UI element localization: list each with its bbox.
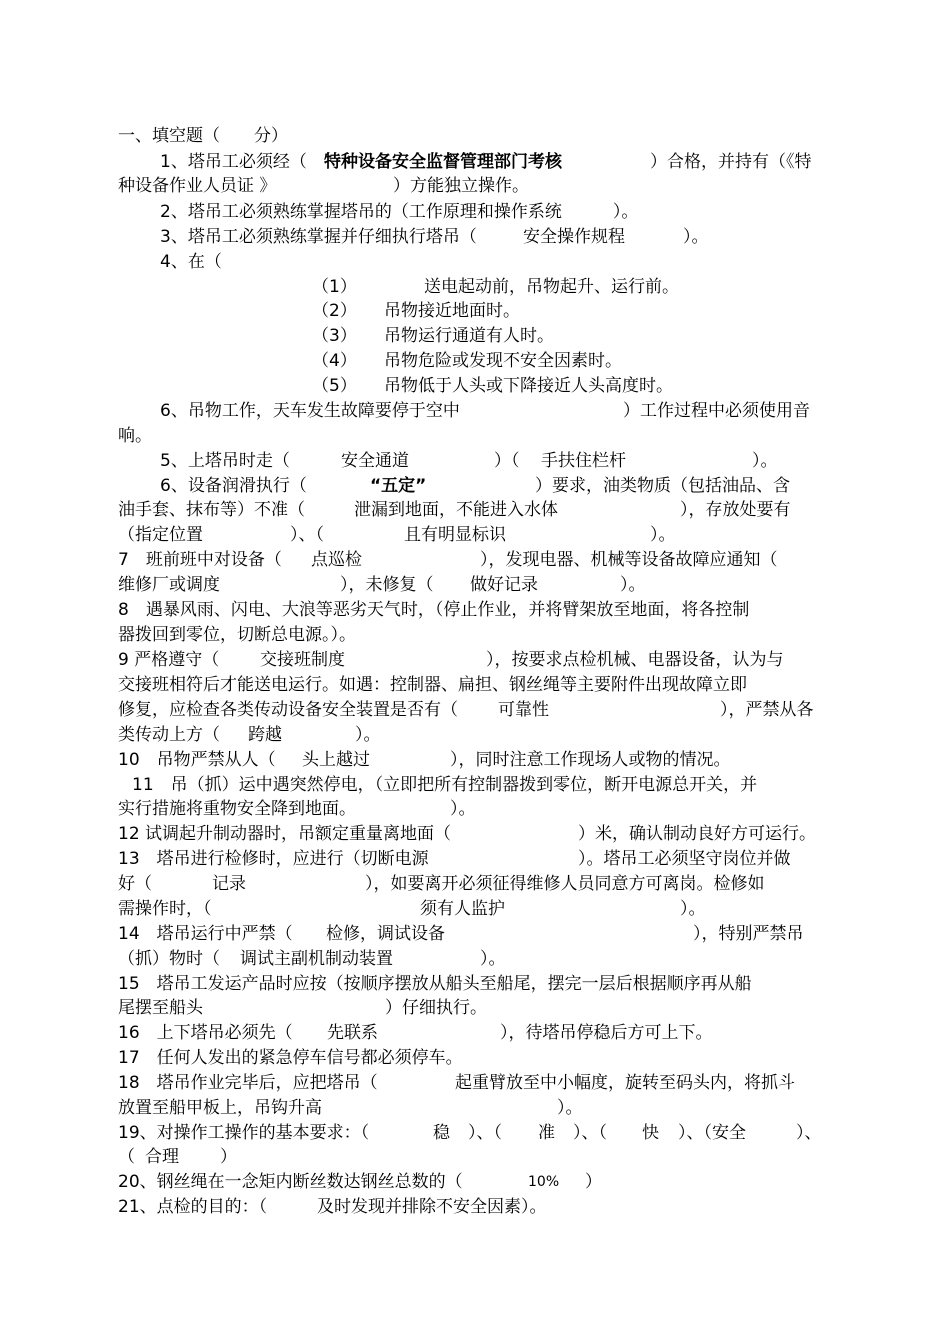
q5-middle: ）（ [494, 451, 520, 471]
q13-line2-suffix: ），如要离开必须征得维修人员同意方可离岗。检修如 [365, 874, 765, 894]
q6b-answer2: 泄漏到地面，不能进入水体 [354, 500, 558, 520]
q6b-prefix: 6、设备润滑执行（ [160, 476, 307, 496]
q4-item-text: 送电起动前，吊物起升、运行前。 [424, 277, 679, 297]
q6a-prefix: 6、吊物工作，天车发生故障要停于空中 [160, 401, 460, 421]
q18-suffix: ）。 [557, 1098, 583, 1118]
q1-line1-prefix: 1、塔吊工必须经（ [160, 152, 307, 172]
q4-prefix: 4、在（ [160, 252, 222, 272]
q9-suffix2: ）。 [355, 725, 381, 745]
q9-line4-prefix: 类传动上方（ [118, 725, 220, 745]
q19-sep4: ）、 [796, 1123, 822, 1143]
q7-prefix: 7 班前班中对设备（ [118, 550, 282, 570]
q8-line1: 8 遇暴风雨、闪电、大浪等恶劣天气时，（停止作业，并将臂架放至地面，将各控制 [118, 600, 750, 620]
q19-line2-open: （ [118, 1147, 135, 1167]
q5-answer2: 手扶住栏杆 [541, 451, 626, 471]
q21-answer: 及时发现并排除不安全因素）。 [317, 1197, 547, 1217]
q14-suffix2: ）。 [480, 949, 506, 969]
q16-answer: 先联系 [327, 1023, 378, 1043]
q4-item-number: （2） [312, 301, 357, 321]
q13-prefix: 13 塔吊进行检修时，应进行（切断电源 [118, 849, 429, 869]
q6b-suffix1: ）要求，油类物质（包括油品、含 [535, 476, 790, 496]
q8-line2: 器拨回到零位，切断总电源。）。 [118, 625, 356, 645]
q19-sep1: ）、（ [468, 1123, 502, 1143]
q12-prefix: 12 试调起升制动器时，吊额定重量离地面（ [118, 824, 452, 844]
q9-line3-suffix: ），严禁从各 [720, 700, 814, 720]
q18-answer2: 放置至船甲板上，吊钩升高 [118, 1098, 322, 1118]
q4-item-number: （3） [312, 326, 357, 346]
q4-item-number: （1） [312, 277, 357, 297]
q5-suffix: ）。 [752, 451, 778, 471]
q13-answer2: 须有人监护 [420, 899, 505, 919]
q9-answer2: 可靠性 [498, 700, 549, 720]
q18-prefix: 18 塔吊作业完毕后，应把塔吊（ [118, 1073, 378, 1093]
q19-answer-fast: 快 [642, 1123, 659, 1143]
q17-text: 17 任何人发出的紧急停车信号都必须停车。 [118, 1048, 463, 1068]
q4-item-text: 吊物低于人头或下降接近人头高度时。 [384, 376, 673, 396]
section-heading: 一、填空题（ 分） [118, 126, 288, 146]
q19-sep3: ）、（安全 [678, 1123, 746, 1143]
q15-answer-end: 尾摆至船头 [118, 998, 203, 1018]
q9-line2: 交接班相符后才能送电运行。如遇：控制器、扁担、钢丝绳等主要附件出现故障立即 [118, 675, 747, 695]
q6b-line2-prefix: 油手套、抹布等）不准（ [118, 500, 305, 520]
q10-prefix: 10 吊物严禁从人（ [118, 750, 276, 770]
q9-prefix: 9 严格遵守（ [118, 650, 220, 670]
q13-answer1: 记录 [212, 874, 246, 894]
q3-prefix: 3、塔吊工必须熟练掌握并仔细执行塔吊（ [160, 227, 477, 247]
q7-suffix: ）。 [620, 575, 646, 595]
q4-item-number: （5） [312, 376, 357, 396]
q11-line2: 实行措施将重物安全降到地面。 [118, 799, 356, 819]
q11-line1: 11 吊（抓）运中遇突然停电，（立即把所有控制器拨到零位，断开电源总开关，并 [132, 775, 758, 795]
q19-answer-stable: 稳 [433, 1123, 450, 1143]
q14-prefix: 14 塔吊运行中严禁（ [118, 924, 293, 944]
q13-suffix2: ）。 [680, 899, 706, 919]
q11-suffix: ）。 [450, 799, 476, 819]
q19-answer-accurate: 准 [538, 1123, 555, 1143]
q13-line3-prefix: 需操作时，（ [118, 899, 212, 919]
q18-answer1: 起重臂放至中小幅度，旋转至码头内，将抓斗 [455, 1073, 795, 1093]
q5-prefix: 5、上塔吊时走（ [160, 451, 290, 471]
q9-answer1: 交接班制度 [260, 650, 345, 670]
q3-suffix: ）。 [683, 227, 709, 247]
q6b-middle: ）、（ [290, 525, 324, 545]
q6b-answer1: “五定” [370, 476, 427, 496]
q19-answer-reasonable: 合理 [145, 1147, 179, 1167]
q20-suffix: ） [585, 1172, 602, 1192]
q3-answer: 安全操作规程 [523, 227, 625, 247]
q9-line3-prefix: 修复，应检查各类传动设备安全装置是否有（ [118, 700, 458, 720]
q6b-answer3: （指定位置 [118, 525, 203, 545]
q14-line2-prefix: （抓）物时（ [118, 949, 220, 969]
q6b-answer4: 且有明显标识 [404, 525, 506, 545]
q13-suffix1: ）。塔吊工必须坚守岗位并做 [578, 849, 791, 869]
q1-line2-suffix: ）方能独立操作。 [393, 176, 529, 196]
q16-suffix: ），待塔吊停稳后方可上下。 [500, 1023, 713, 1043]
q9-answer3: 跨越 [248, 725, 282, 745]
q6a-line2: 响。 [118, 426, 152, 446]
q7-middle2: ），未修复（ [340, 575, 434, 595]
q5-answer1: 安全通道 [341, 451, 409, 471]
q7-middle1: ），发现电器、机械等设备故障应通知（ [480, 550, 778, 570]
q1-line2-answer: 种设备作业人员证 》 [118, 176, 277, 196]
q13-line2-prefix: 好（ [118, 874, 152, 894]
q6b-line2-suffix: ），存放处要有 [680, 500, 791, 520]
q7-answer3: 做好记录 [470, 575, 538, 595]
q15-suffix: ）仔细执行。 [385, 998, 487, 1018]
q19-prefix: 19、对操作工操作的基本要求：（ [118, 1123, 370, 1143]
q10-suffix: ），同时注意工作现场人或物的情况。 [450, 750, 731, 770]
q19-sep2: ）、（ [573, 1123, 607, 1143]
q4-item-text: 吊物接近地面时。 [384, 301, 520, 321]
q4-item-number: （4） [312, 351, 357, 371]
q6b-suffix2: ）。 [650, 525, 676, 545]
q20-prefix: 20、钢丝绳在一念矩内断丝数达钢丝总数的（ [118, 1172, 463, 1192]
q6a-suffix: ）工作过程中必须使用音 [623, 401, 810, 421]
q19-line2-close: ） [220, 1147, 237, 1167]
q7-answer1: 点巡检 [311, 550, 362, 570]
q10-answer: 头上越过 [302, 750, 370, 770]
q21-prefix: 21、点检的目的：（ [118, 1197, 268, 1217]
q20-answer: 10% [528, 1174, 560, 1190]
q15-line1: 15 塔吊工发运产品时应按（按顺序摆放从船头至船尾，摆完一层后根据顺序再从船 [118, 974, 752, 994]
q16-prefix: 16 上下塔吊必须先（ [118, 1023, 293, 1043]
q9-suffix1: ），按要求点检机械、电器设备，认为与 [486, 650, 784, 670]
q7-answer2: 维修厂或调度 [118, 575, 220, 595]
q12-suffix: ）米，确认制动良好方可运行。 [578, 824, 816, 844]
q1-line1-answer: 特种设备安全监督管理部门考核 [324, 152, 562, 172]
q14-suffix1: ），特别严禁吊 [693, 924, 804, 944]
q4-item-text: 吊物危险或发现不安全因素时。 [384, 351, 622, 371]
q14-answer1: 检修，调试设备 [326, 924, 445, 944]
q2-text: 2、塔吊工必须熟练掌握塔吊的（工作原理和操作系统 ）。 [160, 202, 639, 222]
q14-answer2: 调试主副机制动装置 [240, 949, 393, 969]
q4-item-text: 吊物运行通道有人时。 [384, 326, 554, 346]
q1-line1-suffix: ）合格，并持有（《特 [650, 152, 812, 172]
